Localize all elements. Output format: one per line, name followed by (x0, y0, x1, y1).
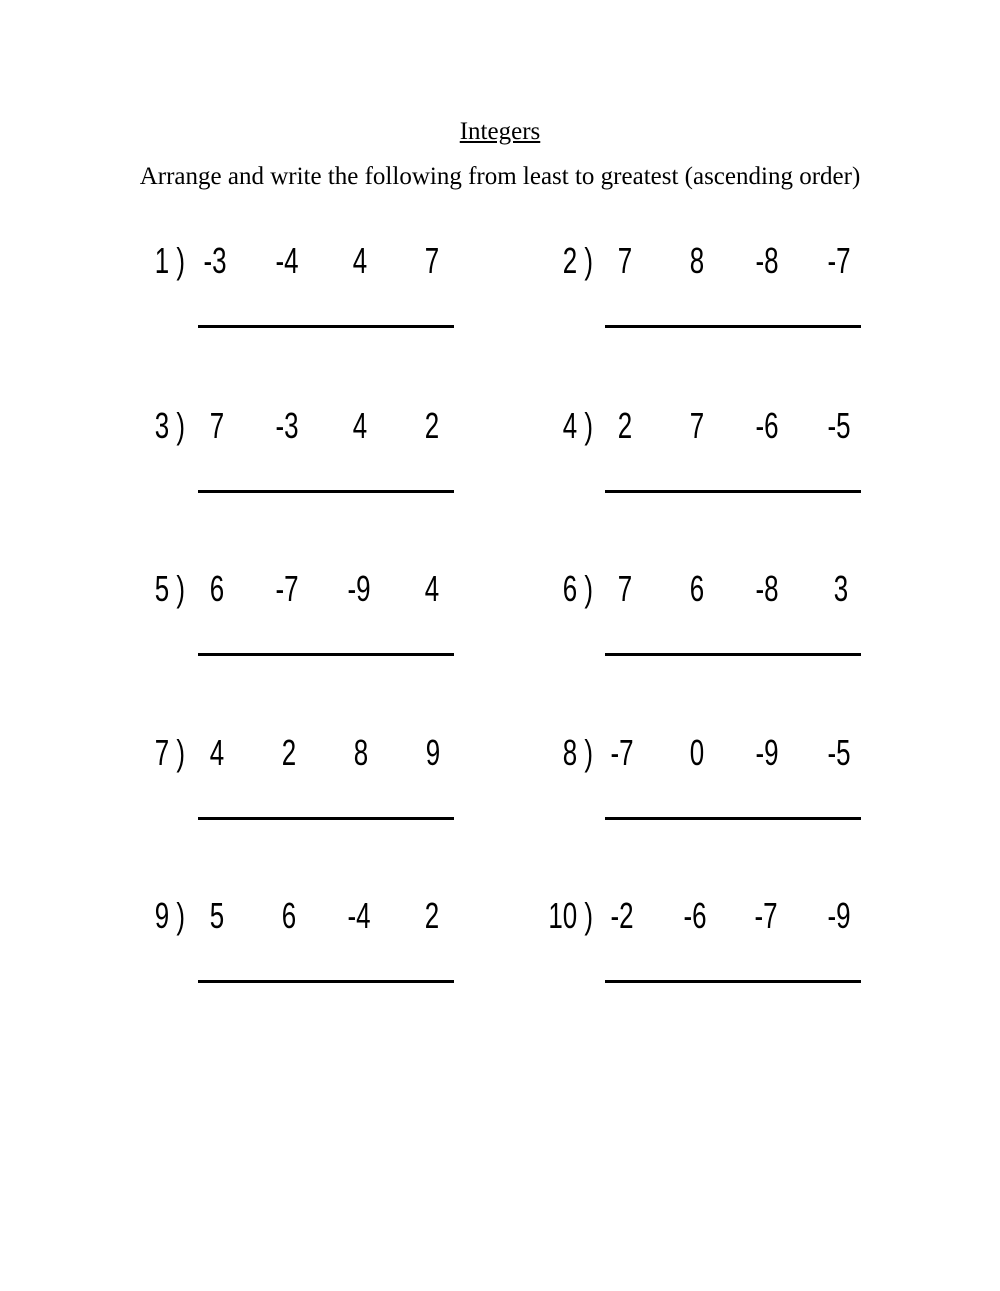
problem-value: -7 (754, 895, 778, 936)
problem-value: 6 (209, 568, 225, 609)
problem-value: 7 (424, 240, 440, 281)
problem-value: -9 (827, 895, 851, 936)
problem-value: -6 (683, 895, 707, 936)
problem-value: -4 (347, 895, 371, 936)
problem-value: 4 (209, 732, 225, 773)
problem-value: -8 (755, 568, 779, 609)
problem-value: 0 (689, 732, 705, 773)
problem-10 (528, 895, 868, 1005)
problem-value: -3 (203, 240, 227, 281)
problem-3 (120, 405, 460, 515)
worksheet-instructions: Arrange and write the following from least to greatest (ascending order) (139, 163, 861, 190)
problem-number: 4 ) (562, 405, 593, 446)
problem-value: 2 (617, 405, 633, 446)
problem-value: -2 (610, 895, 634, 936)
problem-9 (120, 895, 460, 1005)
problem-value: 2 (281, 732, 297, 773)
problem-number: 7 ) (154, 732, 185, 773)
problem-value: 4 (352, 405, 368, 446)
problem-value: 6 (281, 895, 297, 936)
worksheet-title: Integers (459, 118, 541, 145)
answer-line[interactable] (605, 653, 861, 656)
answer-line[interactable] (198, 490, 454, 493)
problem-number: 2 ) (562, 240, 593, 281)
answer-line[interactable] (198, 653, 454, 656)
problem-8 (528, 732, 868, 842)
problem-value: -6 (755, 405, 779, 446)
answer-line[interactable] (605, 817, 861, 820)
answer-line[interactable] (605, 490, 861, 493)
problem-number: 1 ) (154, 240, 185, 281)
problem-value: -9 (347, 568, 371, 609)
answer-line[interactable] (605, 980, 861, 983)
problem-value: 2 (424, 895, 440, 936)
problem-value: -7 (275, 568, 299, 609)
problem-value: -3 (275, 405, 299, 446)
problem-number: 3 ) (154, 405, 185, 446)
problem-number: 9 ) (154, 895, 185, 936)
problem-value: 7 (617, 240, 633, 281)
problem-value: -4 (275, 240, 299, 281)
problem-value: 3 (833, 568, 849, 609)
problem-number: 5 ) (154, 568, 185, 609)
problem-value: -8 (755, 240, 779, 281)
problem-1 (120, 240, 460, 350)
problem-value: 2 (424, 405, 440, 446)
problem-number: 8 ) (562, 732, 593, 773)
problem-value: -5 (827, 732, 851, 773)
problem-6 (528, 568, 868, 678)
problem-value: 4 (352, 240, 368, 281)
problem-7 (120, 732, 460, 842)
problem-value: 6 (689, 568, 705, 609)
problem-number: 10 ) (548, 895, 593, 936)
problem-value: -9 (755, 732, 779, 773)
problem-5 (120, 568, 460, 678)
problem-value: -7 (610, 732, 634, 773)
answer-line[interactable] (198, 325, 454, 328)
problem-value: 8 (689, 240, 705, 281)
problem-4 (528, 405, 868, 515)
answer-line[interactable] (198, 980, 454, 983)
problem-2 (528, 240, 868, 350)
problem-value: 7 (689, 405, 705, 446)
problem-value: -5 (827, 405, 851, 446)
problem-value: 9 (425, 732, 441, 773)
answer-line[interactable] (198, 817, 454, 820)
problem-value: 7 (617, 568, 633, 609)
problem-value: 5 (209, 895, 225, 936)
problem-value: 8 (353, 732, 369, 773)
problem-value: 7 (209, 405, 225, 446)
problem-value: 4 (424, 568, 440, 609)
problem-value: -7 (827, 240, 851, 281)
problem-number: 6 ) (562, 568, 593, 609)
answer-line[interactable] (605, 325, 861, 328)
